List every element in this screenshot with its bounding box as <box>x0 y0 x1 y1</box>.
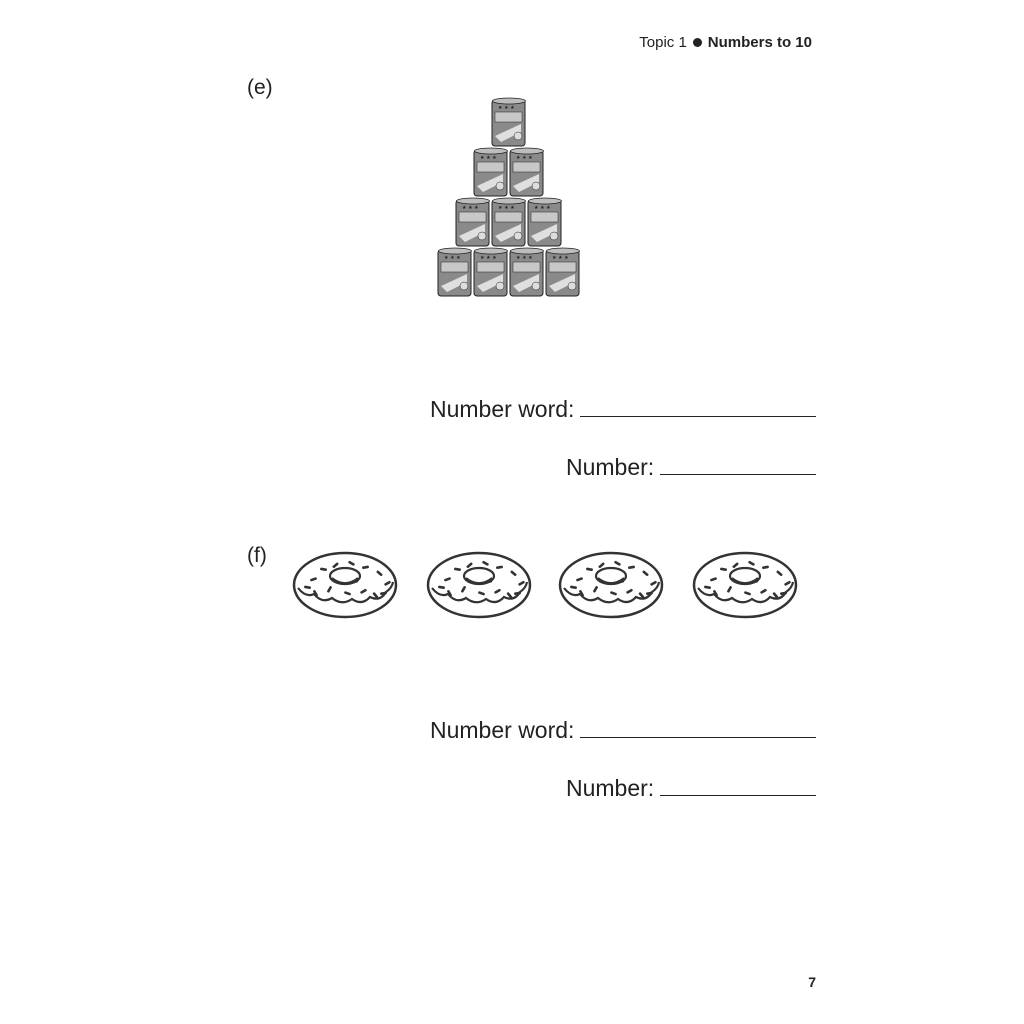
svg-text:★ ★ ★: ★ ★ ★ <box>516 255 533 261</box>
number-label: Number: <box>566 454 655 480</box>
page-number: 7 <box>808 974 816 990</box>
svg-text:★ ★ ★: ★ ★ ★ <box>462 205 479 211</box>
number-word-row-f <box>430 717 816 744</box>
number-label: Number: <box>566 775 655 801</box>
number-word-answer-line[interactable] <box>580 736 816 738</box>
can-icon <box>492 198 526 246</box>
donut-icon <box>426 548 532 625</box>
svg-text:★ ★ ★: ★ ★ ★ <box>534 205 551 211</box>
number-answer-line[interactable] <box>660 473 816 475</box>
donut-icon <box>292 548 398 625</box>
topic-title: Numbers to 10 <box>707 34 812 51</box>
question-label-f: (f) <box>247 544 267 567</box>
question-label-e: (e) <box>247 76 273 99</box>
number-word-label: Number word: <box>430 717 575 743</box>
can-icon <box>528 198 562 246</box>
svg-text:★ ★ ★: ★ ★ ★ <box>498 205 515 211</box>
number-word-label: Number word: <box>430 396 575 422</box>
cans-pyramid-picture <box>434 96 584 302</box>
topic-label: Topic 1 <box>639 34 687 51</box>
can-icon <box>546 248 580 296</box>
svg-text:★ ★ ★: ★ ★ ★ <box>552 255 569 261</box>
number-word-row-e <box>430 396 816 423</box>
donut-icon <box>692 548 798 625</box>
svg-text:★ ★ ★: ★ ★ ★ <box>498 105 515 111</box>
can-icon <box>438 248 472 296</box>
page-header <box>639 34 812 51</box>
donut-icon <box>558 548 664 625</box>
number-word-answer-line[interactable] <box>580 415 816 417</box>
can-icon <box>474 248 508 296</box>
svg-text:★ ★ ★: ★ ★ ★ <box>480 255 497 261</box>
svg-text:★ ★ ★: ★ ★ ★ <box>480 155 497 161</box>
can-icon <box>456 198 490 246</box>
svg-text:★ ★ ★: ★ ★ ★ <box>444 255 461 261</box>
can-icon <box>510 248 544 296</box>
bullet-dot-icon <box>693 38 702 47</box>
svg-text:★ ★ ★: ★ ★ ★ <box>516 155 533 161</box>
can-icon <box>474 148 508 196</box>
can-icon <box>510 148 544 196</box>
can-icon <box>492 98 526 146</box>
number-answer-line[interactable] <box>660 794 816 796</box>
number-row-f <box>566 775 816 802</box>
number-row-e <box>566 454 816 481</box>
